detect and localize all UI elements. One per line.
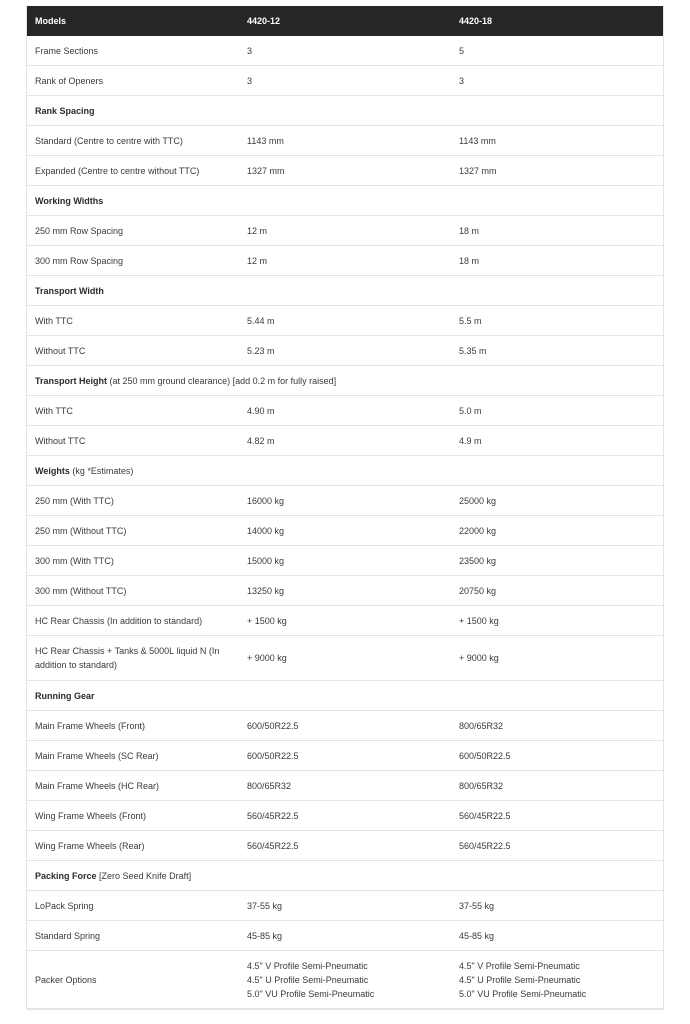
value-4420-18: 1143 mm [459,135,496,146]
table-row [27,606,663,636]
row-label: Standard (Centre to centre with TTC) [35,135,183,146]
table-row [27,546,663,576]
section-title [27,869,191,883]
row-label: 250 mm Row Spacing [35,225,124,236]
packer-option: 5.0" VU Profile Semi-Pneumatic [459,988,587,999]
row-label: Packer Options [35,974,97,985]
value-4420-18: 560/45R22.5 [459,810,511,821]
table-row [27,741,663,771]
header-models: Models [35,16,67,26]
packer-option: 5.0" VU Profile Semi-Pneumatic [247,988,375,999]
value-4420-18: 5.5 m [459,315,482,326]
table-row [27,891,663,921]
section-heading [27,186,663,216]
value-4420-12: 12 m [247,255,268,266]
value-4420-12: 800/65R32 [247,780,292,791]
value-4420-18: 20750 kg [459,585,497,596]
section-title [27,104,95,118]
value-4420-12: 13250 kg [247,585,285,596]
section-label: Weights [35,465,70,476]
value-4420-12: 1327 mm [247,165,285,176]
row-label: 300 mm (With TTC) [35,555,114,566]
packer-option: 4.5" U Profile Semi-Pneumatic [459,974,581,985]
table-row [27,636,663,681]
value-4420-18: 25000 kg [459,495,497,506]
row-label: 300 mm Row Spacing [35,255,124,266]
value-4420-12: 3 [247,75,253,86]
section-label: Working Widths [35,195,104,206]
row-label: Standard Spring [35,930,101,941]
value-4420-18: + 1500 kg [459,615,499,626]
value-4420-12: + 1500 kg [247,615,287,626]
table-row [27,831,663,861]
table-row [27,246,663,276]
table-row [27,516,663,546]
section-label: Running Gear [35,690,95,701]
table-row [27,426,663,456]
table-row [27,396,663,426]
header-model-4420-12: 4420-12 [247,16,281,26]
section-heading [27,96,663,126]
row-label: Wing Frame Wheels (Rear) [35,840,145,851]
table-row [27,126,663,156]
value-4420-12: 3 [247,45,253,56]
row-label: Frame Sections [35,45,99,56]
section-title [27,284,104,298]
value-4420-12: 1143 mm [247,135,284,146]
value-4420-12: 4.82 m [247,435,275,446]
value-4420-12: 5.23 m [247,345,275,356]
table-row [27,156,663,186]
value-4420-12: 600/50R22.5 [247,750,299,761]
table-row [27,951,663,1009]
row-label: 250 mm (Without TTC) [35,525,127,536]
value-4420-18 [451,959,663,1001]
row-label: Main Frame Wheels (Front) [35,720,146,731]
value-4420-18: 37-55 kg [459,900,495,911]
row-label: HC Rear Chassis + Tanks & 5000L liquid N (In addition to standard) [35,646,220,670]
table-row [27,336,663,366]
section-heading [27,366,663,396]
section-heading [27,681,663,711]
value-4420-18: 45-85 kg [459,930,495,941]
row-label: 300 mm (Without TTC) [35,585,127,596]
value-4420-18: 5.35 m [459,345,487,356]
table-row [27,66,663,96]
value-4420-18: 800/65R32 [459,720,504,731]
value-4420-18: 5.0 m [459,405,482,416]
value-4420-12: 560/45R22.5 [247,840,299,851]
row-label: Rank of Openers [35,75,104,86]
table-row [27,216,663,246]
header-model-4420-18: 4420-18 [459,16,493,26]
value-4420-18: 1327 mm [459,165,497,176]
packer-option: 4.5" V Profile Semi-Pneumatic [459,960,580,971]
spec-table [26,6,664,1010]
value-4420-18: 18 m [459,255,480,266]
section-heading [27,861,663,891]
section-label: Rank Spacing [35,105,95,116]
row-label: Wing Frame Wheels (Front) [35,810,147,821]
packer-option: 4.5" U Profile Semi-Pneumatic [247,974,369,985]
value-4420-12: 600/50R22.5 [247,720,299,731]
section-heading [27,276,663,306]
table-row [27,921,663,951]
value-4420-18: + 9000 kg [459,653,499,663]
row-label: Without TTC [35,345,86,356]
table-row [27,801,663,831]
section-title [27,374,336,388]
value-4420-12 [239,959,451,1001]
row-label: Main Frame Wheels (HC Rear) [35,780,160,791]
value-4420-12: 12 m [247,225,268,236]
row-label: Without TTC [35,435,86,446]
value-4420-18: 23500 kg [459,555,497,566]
value-4420-12: 4.90 m [247,405,275,416]
section-note: [Zero Seed Knife Draft] [96,870,192,881]
row-label: Main Frame Wheels (SC Rear) [35,750,159,761]
section-label: Transport Width [35,285,104,296]
value-4420-12: 37-55 kg [247,900,283,911]
row-label: With TTC [35,315,73,326]
section-title [27,194,103,208]
row-label: HC Rear Chassis (In addition to standard) [35,615,203,626]
row-label: LoPack Spring [35,900,94,911]
packer-option: 4.5" V Profile Semi-Pneumatic [247,960,368,971]
value-4420-18: 5 [459,45,465,56]
section-heading [27,456,663,486]
section-label: Transport Height [35,375,108,386]
value-4420-18: 4.9 m [459,435,482,446]
value-4420-12: 16000 kg [247,495,285,506]
row-label: Expanded (Centre to centre without TTC) [35,165,200,176]
section-title [27,689,95,703]
table-row [27,711,663,741]
value-4420-18: 3 [459,75,465,86]
section-note: (kg *Estimates) [69,465,134,476]
table-header [27,6,663,36]
value-4420-12: 45-85 kg [247,930,283,941]
value-4420-12: 14000 kg [247,525,285,536]
table-row [27,576,663,606]
value-4420-12: + 9000 kg [247,653,287,663]
value-4420-18: 22000 kg [459,525,497,536]
section-note: (at 250 mm ground clearance) [add 0.2 m for fully raised] [107,375,337,386]
table-row [27,36,663,66]
value-4420-18: 600/50R22.5 [459,750,511,761]
table-row [27,771,663,801]
row-label: With TTC [35,405,73,416]
value-4420-18: 18 m [459,225,480,236]
table-row [27,306,663,336]
section-title [27,464,133,478]
value-4420-18: 800/65R32 [459,780,504,791]
value-4420-12: 560/45R22.5 [247,810,299,821]
value-4420-12: 5.44 m [247,315,275,326]
table-row [27,486,663,516]
value-4420-12: 15000 kg [247,555,285,566]
value-4420-18: 560/45R22.5 [459,840,511,851]
row-label: 250 mm (With TTC) [35,495,114,506]
section-label: Packing Force [35,870,97,881]
